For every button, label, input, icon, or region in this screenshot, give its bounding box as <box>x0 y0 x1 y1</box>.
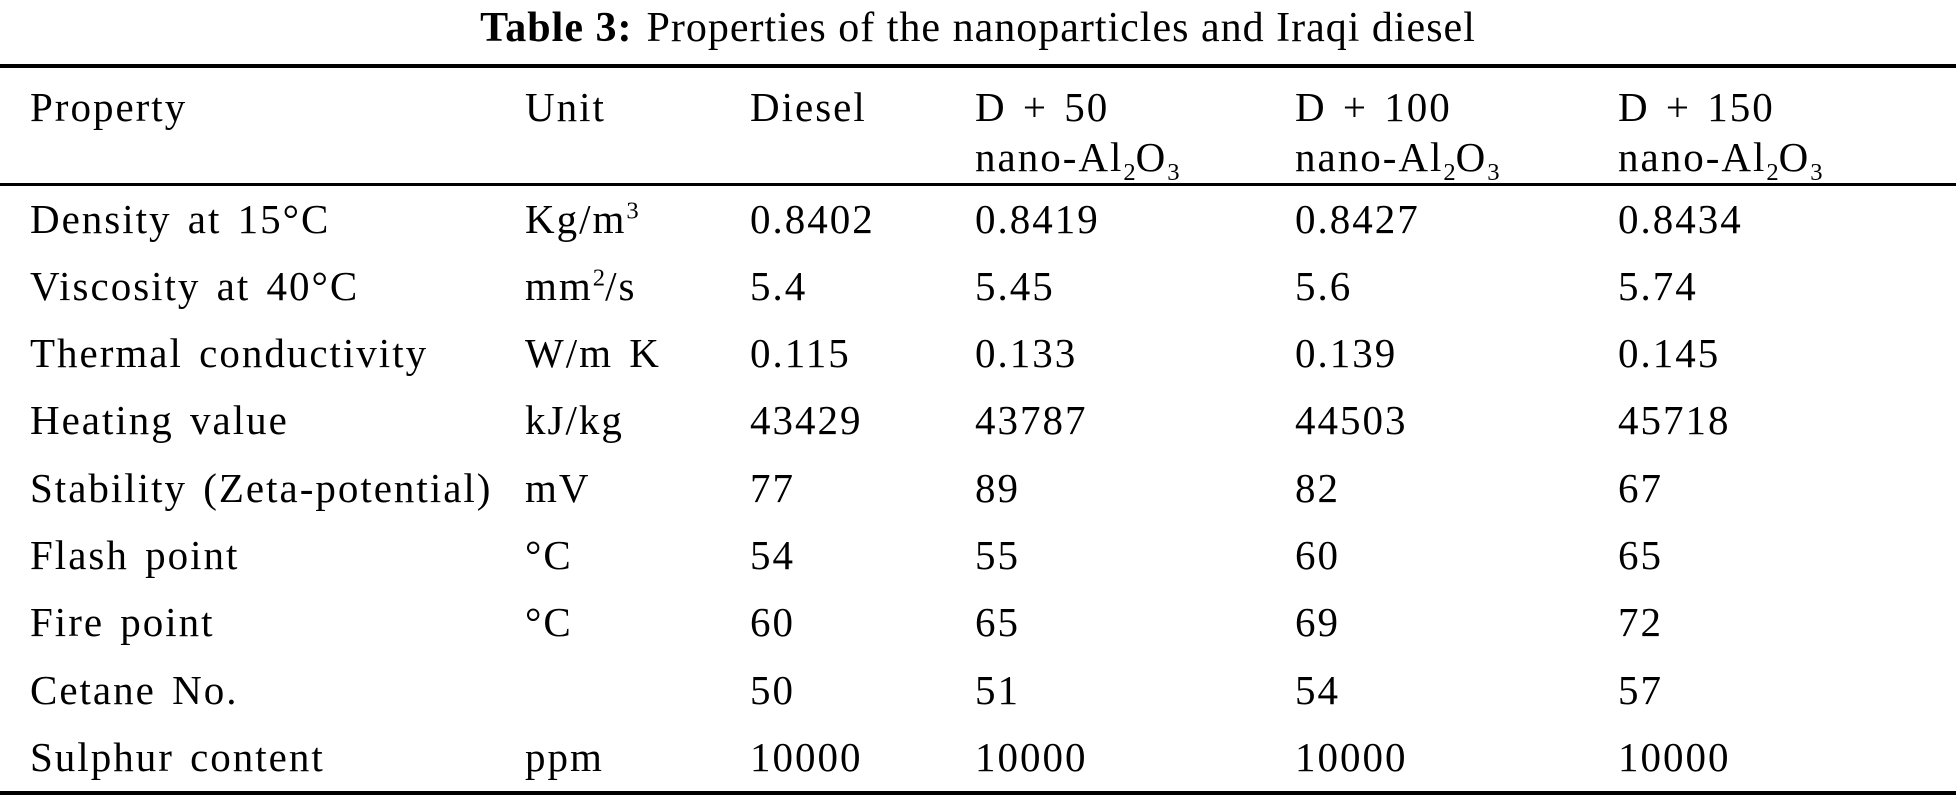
table-row <box>0 589 1956 656</box>
property-cell: Flash point <box>30 532 240 579</box>
table-row <box>0 253 1956 320</box>
value-cell: 60 <box>750 599 795 646</box>
value-cell: 5.4 <box>750 262 808 309</box>
value-cell: 77 <box>750 464 795 511</box>
value-cell: 89 <box>975 464 1020 511</box>
blend-formula: nano-$Al_2O_3$ <box>975 134 1180 187</box>
unit-cell: W/m K <box>525 330 661 377</box>
value-cell: 50 <box>750 666 795 713</box>
value-cell: 0.115 <box>750 330 851 377</box>
table-caption <box>0 0 1956 64</box>
value-cell: 0.8427 <box>1295 195 1420 242</box>
value-cell: 5.74 <box>1618 262 1698 309</box>
table-row <box>0 387 1956 454</box>
table-row <box>0 657 1956 724</box>
value-cell: 67 <box>1618 464 1663 511</box>
property-cell: Stability (Zeta-potential) <box>30 464 493 511</box>
table-row <box>0 724 1956 793</box>
value-cell: 57 <box>1618 666 1663 713</box>
property-cell: Sulphur content <box>30 733 325 780</box>
properties-table <box>0 64 1956 795</box>
blend-label: D + 150 <box>1618 84 1775 130</box>
value-cell: 10000 <box>1295 733 1408 780</box>
col-header-d50 <box>975 66 1295 187</box>
value-cell: 54 <box>1295 666 1340 713</box>
value-cell: 82 <box>1295 464 1340 511</box>
blend-formula: nano-$Al_2O_3$ <box>1295 134 1500 187</box>
value-cell: 43429 <box>750 397 863 444</box>
value-cell: 5.6 <box>1295 262 1353 309</box>
value-cell: 43787 <box>975 397 1088 444</box>
property-cell: Cetane No. <box>30 666 239 713</box>
value-cell: 0.8434 <box>1618 195 1743 242</box>
value-cell: 51 <box>975 666 1020 713</box>
value-cell: 0.145 <box>1618 330 1721 377</box>
blend-label: D + 50 <box>975 84 1110 130</box>
unit-cell: $Kg/m^3$ <box>525 195 639 242</box>
col-header-d100 <box>1295 66 1618 187</box>
value-cell: 10000 <box>750 733 863 780</box>
unit-cell: kJ/kg <box>525 397 624 444</box>
value-cell: 5.45 <box>975 262 1055 309</box>
blend-label: D + 100 <box>1295 84 1452 130</box>
value-cell: 45718 <box>1618 397 1731 444</box>
value-cell: 10000 <box>1618 733 1731 780</box>
unit-cell: °C <box>525 599 573 646</box>
property-cell: Viscosity at 40°C <box>30 262 360 309</box>
property-cell: Fire point <box>30 599 215 646</box>
unit-cell: $mm^2/s$ <box>525 262 637 309</box>
col-header-property: Property <box>30 84 188 130</box>
property-cell: Heating value <box>30 397 289 444</box>
header-row <box>0 66 1956 184</box>
col-header-unit: Unit <box>525 84 606 130</box>
value-cell: 0.8402 <box>750 195 875 242</box>
value-cell: 0.133 <box>975 330 1078 377</box>
table-row <box>0 522 1956 589</box>
value-cell: 10000 <box>975 733 1088 780</box>
value-cell: 55 <box>975 532 1020 579</box>
blend-formula: nano-$Al_2O_3$ <box>1618 134 1823 187</box>
value-cell: 65 <box>975 599 1020 646</box>
value-cell: 44503 <box>1295 397 1408 444</box>
property-cell: Thermal conductivity <box>30 330 429 377</box>
table-row <box>0 455 1956 522</box>
value-cell: 65 <box>1618 532 1663 579</box>
table-caption-text: Properties of the nanoparticles and Iraqi diesel <box>646 5 1476 51</box>
unit-cell <box>525 657 750 724</box>
table-row <box>0 320 1956 387</box>
value-cell: 54 <box>750 532 795 579</box>
value-cell: 0.139 <box>1295 330 1398 377</box>
unit-cell: mV <box>525 464 591 511</box>
col-header-diesel: Diesel <box>750 84 867 130</box>
unit-cell: °C <box>525 532 573 579</box>
value-cell: 69 <box>1295 599 1340 646</box>
value-cell: 60 <box>1295 532 1340 579</box>
unit-cell: ppm <box>525 733 604 780</box>
property-cell: Density at 15°C <box>30 195 331 242</box>
col-header-d150 <box>1618 66 1956 187</box>
table-row <box>0 184 1956 253</box>
value-cell: 72 <box>1618 599 1663 646</box>
table-caption-label: Table 3: <box>480 5 633 51</box>
value-cell: 0.8419 <box>975 195 1100 242</box>
